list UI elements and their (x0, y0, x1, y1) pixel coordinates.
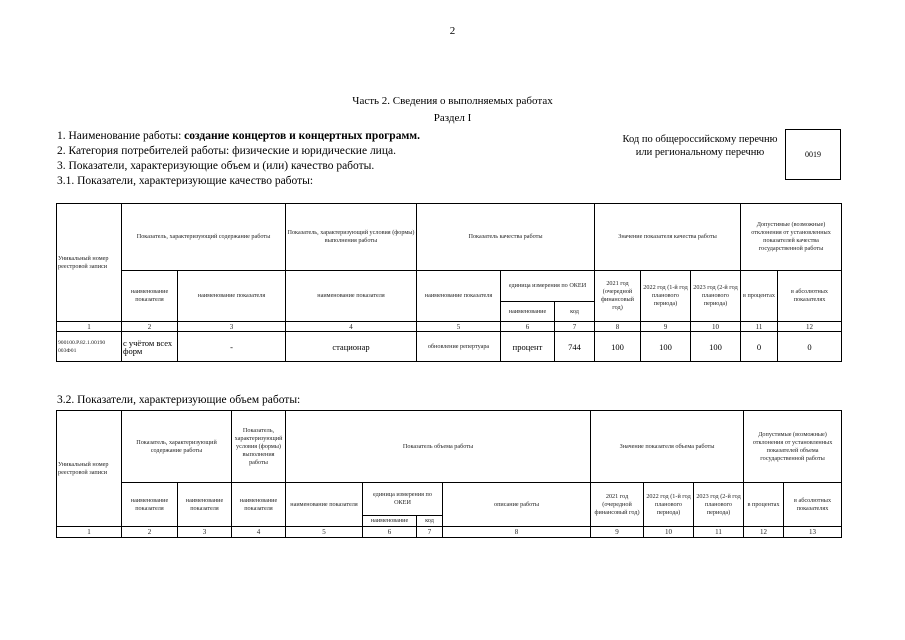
unit-name-value: процент (501, 332, 555, 362)
column-number: 3 (178, 527, 232, 538)
column-number: 9 (591, 527, 644, 538)
column-number: 2 (122, 527, 178, 538)
column-number: 5 (417, 322, 501, 332)
col-unit-code: код (417, 516, 443, 527)
column-number-row (57, 527, 842, 538)
work-info (57, 129, 420, 189)
col-content-indicator: Показатель, характеризующий содержание работы (122, 204, 286, 271)
registry-number: 900100.Р.82.1.00190 003Ф01 (57, 332, 122, 362)
content-value-1: с учётом всех форм (122, 332, 178, 362)
column-number: 5 (286, 527, 363, 538)
col-name-4: наименование показателя (286, 483, 363, 527)
col-name-2: наименование показателя (178, 271, 286, 322)
col-unique-number: Уникальный номер реестровой записи (57, 411, 122, 527)
code-box (785, 129, 841, 180)
col-unit-code: код (555, 302, 595, 322)
col-description: описание работы (443, 483, 591, 527)
col-absolute: в абсолютных показателях (784, 483, 842, 527)
column-number: 8 (443, 527, 591, 538)
col-absolute: в абсолютных показателях (778, 271, 842, 322)
work-name-value: создание концертов и концертных программ. (184, 130, 420, 142)
col-name-3: наименование показателя (232, 483, 286, 527)
col-unit: единица измерения по ОКЕИ (501, 271, 595, 302)
col-year-2023: 2023 год (2-й год планового периода) (694, 483, 744, 527)
column-number: 2 (122, 322, 178, 332)
column-number: 4 (286, 322, 417, 332)
column-number: 6 (363, 527, 417, 538)
col-unique-number: Уникальный номер реестровой записи (57, 204, 122, 322)
page-number: 2 (449, 25, 456, 37)
col-quality-values: Значение показателя качества работы (595, 204, 741, 271)
column-number: 10 (644, 527, 694, 538)
column-number: 11 (694, 527, 744, 538)
work-name-label: 1. Наименование работы: (57, 130, 185, 142)
col-volume-values: Значение показателя объема работы (591, 411, 744, 483)
col-percent: в процентах (741, 271, 778, 322)
section-title: Раздел I (433, 112, 472, 124)
code-label: Код по общероссийскому перечню или региональному перечню (622, 134, 778, 158)
col-name-4: наименование показателя (417, 271, 501, 322)
value-2023: 100 (691, 332, 741, 362)
col-content-indicator: Показатель, характеризующий содержание работы (122, 411, 232, 483)
part-title: Часть 2. Сведения о выполняемых работах (352, 95, 553, 107)
col-unit-name: наименование (363, 516, 417, 527)
consumer-category-line: 2. Категория потребителей работы: физические и юридические лица. (57, 145, 396, 157)
value-2022: 100 (641, 332, 691, 362)
quality-indicators-heading: 3.1. Показатели, характеризующие качество работы: (57, 175, 314, 187)
column-number: 10 (691, 322, 741, 332)
column-number: 11 (741, 322, 778, 332)
column-number: 7 (417, 527, 443, 538)
col-deviation: Допустимые (возможные) отклонения от установленных показателей качества государственной работы (741, 204, 842, 271)
table-row (57, 332, 842, 362)
col-name-2: наименование показателя (178, 483, 232, 527)
column-number: 13 (784, 527, 842, 538)
code-value: 0019 (805, 150, 821, 159)
column-number: 12 (778, 322, 842, 332)
indicators-line: 3. Показатели, характеризующие объем и (или) качество работы. (57, 160, 375, 172)
column-number: 12 (744, 527, 784, 538)
col-name-1: наименование показателя (122, 271, 178, 322)
column-number: 1 (57, 322, 122, 332)
column-number: 3 (178, 322, 286, 332)
col-name-3: наименование показателя (286, 271, 417, 322)
quality-table (56, 203, 842, 362)
col-volume-indicator: Показатель объема работы (286, 411, 591, 483)
col-year-2021: 2021 год (очередной финансовый год) (591, 483, 644, 527)
col-year-2022: 2022 год (1-й год планового периода) (644, 483, 694, 527)
value-2021: 100 (595, 332, 641, 362)
col-name-1: наименование показателя (122, 483, 178, 527)
col-year-2021: 2021 год (очередной финансовый год) (595, 271, 641, 322)
col-conditions-indicator: Показатель, характеризующий условия (формы) выполнения работы (232, 411, 286, 483)
col-conditions-indicator: Показатель, характеризующий условия (формы) выполнения работы (286, 204, 417, 271)
col-year-2023: 2023 год (2-й год планового периода) (691, 271, 741, 322)
column-number: 8 (595, 322, 641, 332)
unit-code-value: 744 (555, 332, 595, 362)
col-unit-name: наименование (501, 302, 555, 322)
column-number: 4 (232, 527, 286, 538)
col-deviation: Допустимые (возможные) отклонения от установленных показателей объема государственной работы (744, 411, 842, 483)
work-name-line (57, 129, 420, 144)
content-value-2: - (178, 332, 286, 362)
quality-name-value: обновление репертуара (417, 332, 501, 362)
volume-indicators-heading: 3.2. Показатели, характеризующие объем работы: (57, 394, 301, 406)
column-number: 1 (57, 527, 122, 538)
column-number: 6 (501, 322, 555, 332)
column-number-row (57, 322, 842, 332)
col-year-2022: 2022 год (1-й год планового периода) (641, 271, 691, 322)
col-percent: в процентах (744, 483, 784, 527)
condition-value: стационар (286, 332, 417, 362)
col-unit: единица измерения по ОКЕИ (363, 483, 443, 516)
volume-table (56, 410, 842, 538)
deviation-absolute-value: 0 (778, 332, 842, 362)
deviation-percent-value: 0 (741, 332, 778, 362)
column-number: 9 (641, 322, 691, 332)
col-quality-indicator: Показатель качества работы (417, 204, 595, 271)
column-number: 7 (555, 322, 595, 332)
